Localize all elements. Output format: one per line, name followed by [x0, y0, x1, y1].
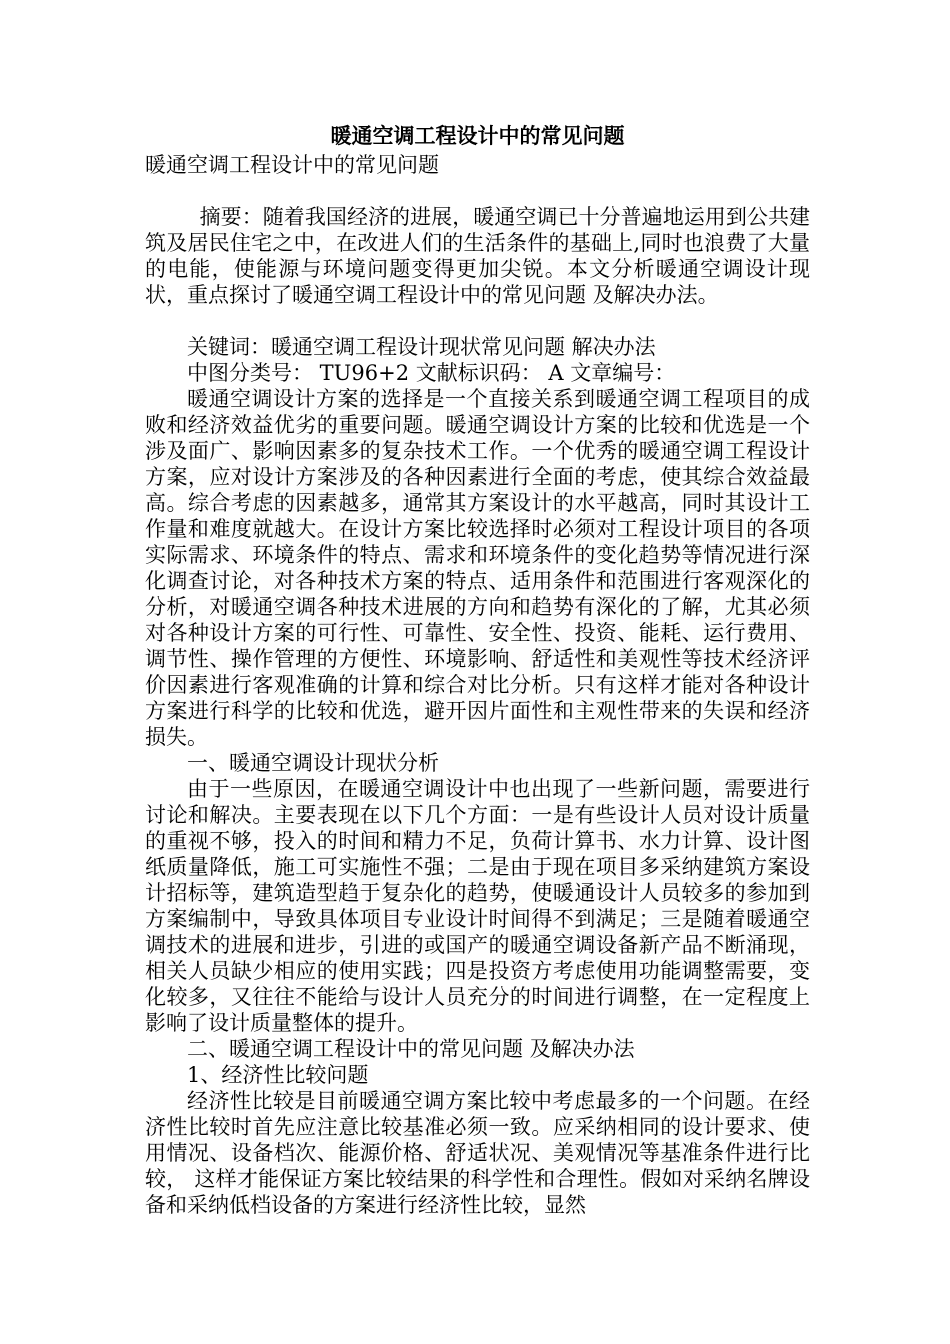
abstract-paragraph: 摘要：随着我国经济的进展，暖通空调已十分普遍地运用到公共建筑及居民住宅之中，在改进人们的生活条件的基础上,同时也浪费了大量的电能，使能源与环境问题变得更加尖锐。本文分析暖通空调设计现状，重点探讨了暖通空调工程设计中的常见问题 及解决办法。	[145, 205, 810, 307]
section-heading-2: 二、暖通空调工程设计中的常见问题 及解决办法	[187, 1037, 635, 1061]
document-page	[145, 120, 810, 1218]
document-title: 暖通空调工程设计中的常见问题	[330, 123, 625, 148]
section-heading-1: 一、暖通空调设计现状分析	[187, 751, 439, 775]
subsection-2-1-paragraph: 经济性比较是目前暖通空调方案比较中考虑最多的一个问题。在经济性比较时首先应注意比较基准必须一致。应采纳相同的设计要求、使用情况、设备档次、能源价格、舒适状况、美观情况等基准条件进行比较， 这样才能保证方案比较结果的科学性和合理性。假如对采纳名牌设备和采纳低档设备的方案进行经济性比较，显然	[145, 1089, 810, 1217]
blank-line	[145, 308, 810, 334]
subsection-heading-2-1: 1、经济性比较问题	[187, 1063, 369, 1087]
blank-line	[145, 178, 810, 204]
intro-paragraph: 暖通空调设计方案的选择是一个直接关系到暖通空调工程项目的成败和经济效益优劣的重要问题。暖通空调设计方案的比较和优选是一个涉及面广、影响因素多的复杂技术工作。一个优秀的暖通空调工程设计方案，应对设计方案涉及的各种因素进行全面的考虑，使其综合效益最高。综合考虑的因素越多，通常其方案设计的水平越高，同时其设计工作量和难度就越大。在设计方案比较选择时必须对工程设计项目的各项实际需求、环境条件的特点、需求和环境条件的变化趋势等情况进行深化调查讨论，对各种技术方案的特点、适用条件和范围进行客观深化的分析，对暖通空调各种技术进展的方向和趋势有深化的了解，尤其必须对各种设计方案的可行性、可靠性、安全性、投资、能耗、运行费用、调节性、操作管理的方便性、环境影响、舒适性和美观性等技术经济评价因素进行客观准确的计算和综合对比分析。只有这样才能对各种设计方案进行科学的比较和优选，避开因片面性和主观性带来的失误和经济损失。	[145, 387, 810, 749]
document-subtitle: 暖通空调工程设计中的常见问题	[145, 153, 439, 177]
classification-line: 中图分类号： TU96+2 文献标识码： A 文章编号：	[187, 361, 676, 385]
section-1-paragraph: 由于一些原因，在暖通空调设计中也出现了一些新问题，需要进行讨论和解决。主要表现在以下几个方面：一是有些设计人员对设计质量的重视不够，投入的时间和精力不足，负荷计算书、水力计算、设计图纸质量降低，施工可实施性不强；二是由于现在项目多采纳建筑方案设计招标等，建筑造型趋于复杂化的趋势，使暖通设计人员较多的参加到方案编制中，导致具体项目专业设计时间得不到满足；三是随着暖通空调技术的进展和进步，引进的或国产的暖通空调设备新产品不断涌现，相关人员缺少相应的使用实践；四是投资方考虑使用功能调整需要，变化较多，又往往不能给与设计人员充分的时间进行调整，在一定程度上影响了设计质量整体的提升。	[145, 777, 810, 1035]
keywords-line: 关键词：暖通空调工程设计现状常见问题 解决办法	[187, 335, 656, 359]
